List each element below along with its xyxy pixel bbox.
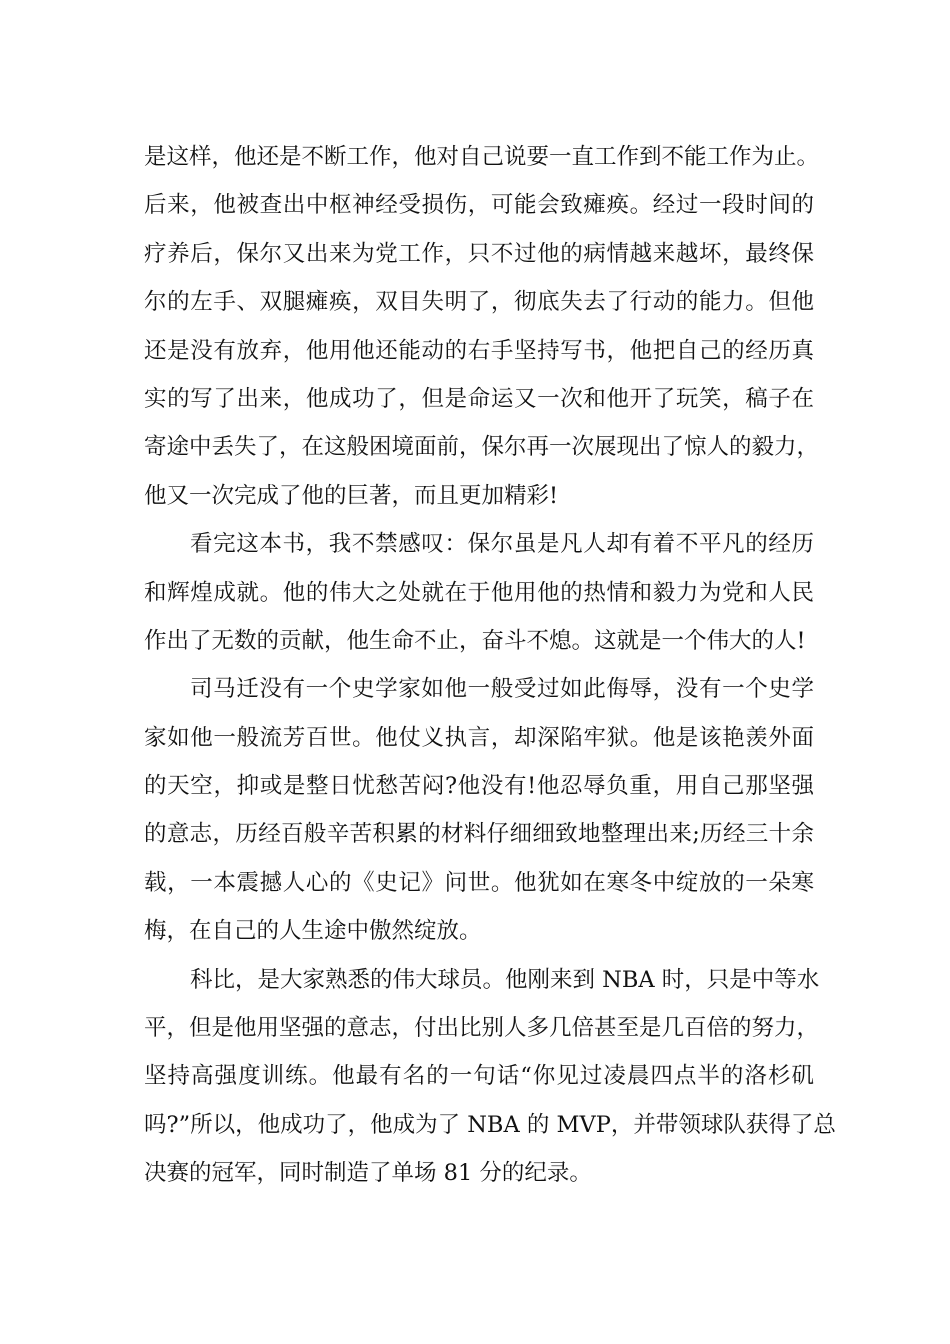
text-line: 载，一本震撼人心的《史记》问世。他犹如在寒冬中绽放的一朵寒 bbox=[144, 869, 814, 896]
text-line: 后来，他被查出中枢神经受损伤，可能会致瘫痪。经过一段时间的 bbox=[144, 192, 814, 219]
text-line: 和辉煌成就。他的伟大之处就在于他用他的热情和毅力为党和人民 bbox=[144, 579, 814, 606]
text-line: 平，但是他用坚强的意志，付出比别人多几倍甚至是几百倍的努力， bbox=[144, 1015, 820, 1042]
paragraph-reflection bbox=[144, 520, 814, 665]
text-line: 科比，是大家熟悉的伟大球员。他刚来到 NBA 时，只是中等水 bbox=[190, 966, 820, 993]
text-line: 家如他一般流芳百世。他仗义执言，却深陷牢狱。他是该艳羡外面 bbox=[144, 724, 814, 751]
text-line: 决赛的冠军，同时制造了单场 81 分的纪录。 bbox=[144, 1160, 592, 1187]
text-line: 作出了无数的贡献，他生命不止，奋斗不熄。这就是一个伟大的人! bbox=[144, 627, 806, 654]
paragraph-sima-qian bbox=[144, 665, 814, 955]
text-line: 尔的左手、双腿瘫痪，双目失明了，彻底失去了行动的能力。但他 bbox=[144, 289, 814, 316]
text-line: 是这样，他还是不断工作，他对自己说要一直工作到不能工作为止。 bbox=[144, 144, 820, 170]
text-line: 寄途中丢失了，在这般困境面前，保尔再一次展现出了惊人的毅力， bbox=[144, 434, 820, 461]
text-line: 疗养后，保尔又出来为党工作，只不过他的病情越来越坏，最终保 bbox=[144, 240, 814, 267]
text-line: 他又一次完成了他的巨著，而且更加精彩! bbox=[144, 482, 559, 509]
text-line: 还是没有放弃，他用他还能动的右手坚持写书，他把自己的经历真 bbox=[144, 337, 814, 364]
text-line: 吗?”所以，他成功了，他成为了 NBA 的 MVP，并带领球队获得了总 bbox=[144, 1111, 836, 1138]
document-body bbox=[144, 133, 836, 1198]
text-line: 实的写了出来，他成功了，但是命运又一次和他开了玩笑，稿子在 bbox=[144, 385, 814, 412]
paragraph-pavel bbox=[144, 133, 820, 520]
text-line: 的意志，历经百般辛苦积累的材料仔细细致地整理出来;历经三十余 bbox=[144, 821, 814, 848]
text-line: 司马迁没有一个史学家如他一般受过如此侮辱，没有一个史学 bbox=[190, 676, 814, 703]
text-line: 的天空，抑或是整日忧愁苦闷?他没有!他忍辱负重，用自己那坚强 bbox=[144, 773, 814, 800]
text-line: 看完这本书，我不禁感叹：保尔虽是凡人却有着不平凡的经历 bbox=[190, 531, 814, 558]
text-line: 坚持高强度训练。他最有名的一句话“你见过凌晨四点半的洛杉矶 bbox=[144, 1063, 814, 1090]
paragraph-kobe bbox=[144, 956, 836, 1198]
text-line: 梅，在自己的人生途中傲然绽放。 bbox=[144, 918, 482, 945]
